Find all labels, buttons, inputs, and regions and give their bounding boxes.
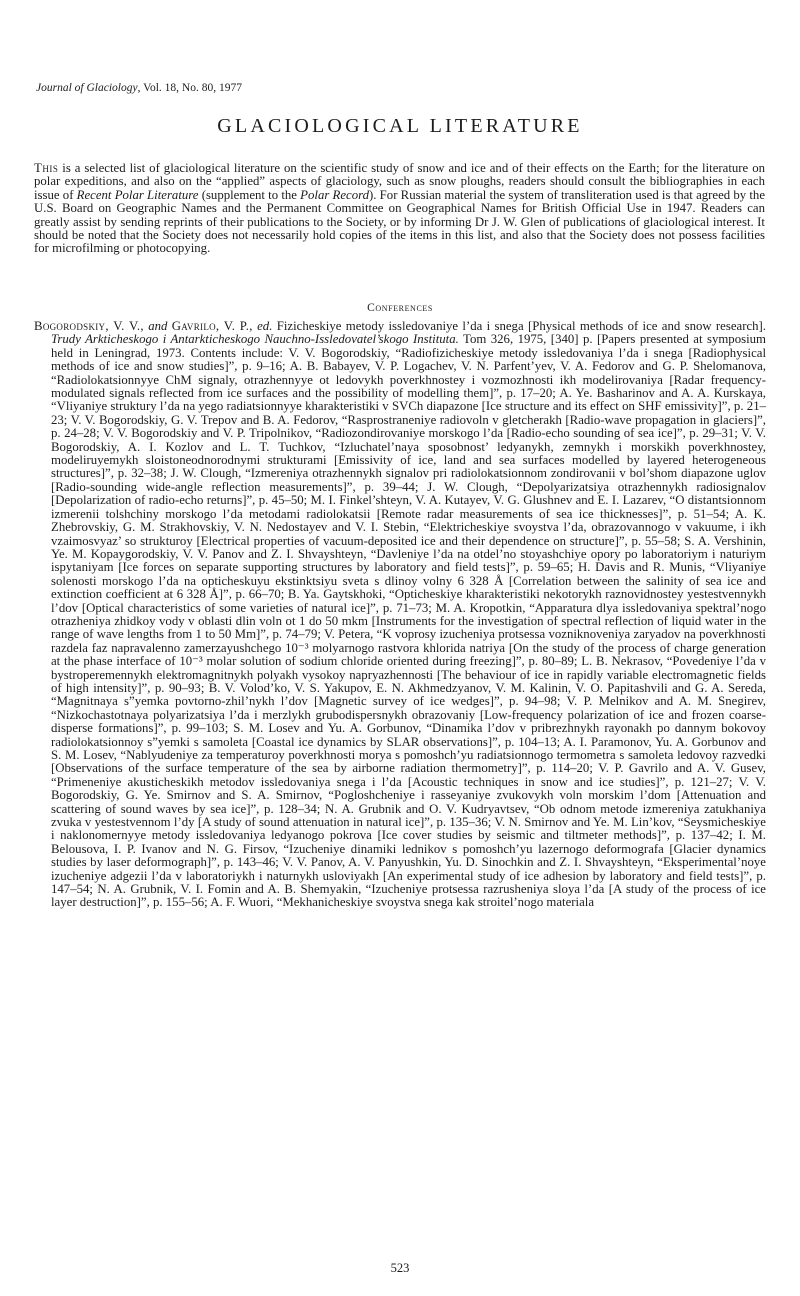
bibliography-entry	[34, 320, 766, 910]
intro-paragraph	[34, 162, 765, 256]
journal-citation	[36, 81, 242, 95]
entry-series-title: Trudy Arkticheskogo i Antarkticheskogo Nauchno-Issledovatel’skogo Instituta.	[51, 332, 459, 347]
intro-italic-polar-record: Polar Record	[300, 187, 370, 202]
page-title: GLACIOLOGICAL LITERATURE	[217, 115, 583, 137]
journal-name: Journal of Glaciology	[36, 82, 138, 94]
entry-author-1: Bogorodskiy, V. V.,	[34, 319, 144, 333]
entry-editor-mark: ed.	[252, 319, 273, 333]
entry-text-2: Tom 326, 1975, [340] p. [Papers presented at symposium held in Leningrad, 1973. Contents include: V. V. Bogorodskiy, “Radiofizicheskiye metody issledovaniya l’da i snega [Radiophysical methods of ice and snow studies]”, p. 9–16; A. B. Babayev, V. P. Logachev, V. N. Parfent’yev, V. A. Fedorov and G. P. Shelomanova, “Radiolokatsionnyye ChM signaly, otrazhennyye ot ledovykh poverkhnostey i vozmozhnosti ikh modelirovaniya [Radar frequency-modulated signals reflected from ice surfaces and the possibility of modelling them]”, p. 17–20; A. Ye. Basharinov and A. A. Kurskaya, “Vliyaniye struktury l’da na yego radiatsionnyye kharakteristiki v SVCh diapazone [Ice structure and its effect on SHF emissivity]”, p. 21–23; V. V. Bogorodskiy, G. V. Trepov and B. A. Fedorov, “Rasprostraneniye radiovoln v gletcherakh [Radio-wave propagation in glaciers]”, p. 24–28; V. V. Bogorodskiy and V. P. Tripolnikov, “Radiozondirovaniye morskogo l’da [Radio-echo sounding of sea ice]”, p. 29–31; V. V. Bogorodskiy, A. I. Kozlov and L. T. Tuchkov, “Izluchatel’naya sposobnost’ ledyanykh, zemnykh i morskikh poverkhnostey, modeliruyemykh sloistoneodnorodnymi strukturami [Emissivity of ice, land and sea surfaces modelled by layered heterogeneous structures]”, p. 32–38; J. W. Clough, “Izmereniya otrazhennykh signalov pri radiolokatsionnom zondirovanii v bol’shom diapazone uglov [Radio-sounding wide-angle reflection measurements]”, p. 39–44; J. W. Clough, “Depolyarizatsiya otrazhennykh radiosignalov [Depolarization of radio-echo returns]”, p. 45–50; M. I. Finkel’shteyn, V. A. Kutayev, V. G. Glushnev and E. I. Lazarev, “O distantsionnom izmerenii tolshchiny morskogo l’da metodami radiolokatsii [Remote radar measurements of sea ice thicknesses]”, p. 51–54; A. K. Zhebrovskiy, G. M. Strakhovskiy, V. N. Nedostayev and V. I. Stebin, “Elektricheskiye svoystva l’da, obrazovannogo v vakuume, i ikh vzaimosvyaz’ so strukturoy [Electrical properties of vacuum-deposited ice and their dependence on structure]”, p. 55–58; S. A. Vershinin, Ye. M. Kopaygorodskiy, V. V. Panov and Z. I. Shvayshteyn, “Davleniye l’da na otdel’no stoyashchiye opory po laboratoriym i naturiym ispytaniyam [Ice forces on separate supporting structures by laboratory and field tests]”, p. 59–65; H. Davis and R. Munis, “Vliyaniye solenosti morskogo l’da na opticheskuyu ekstinktsiyu sveta s dlinoy volny 6 328 Å [Correlation between the salinity of sea ice and extinction coefficient at 6 328 Å]”, p. 66–70; B. Ya. Gaytskhoki, “Opticheskiye kharakteristiki nekotorykh raznovidnostey yestestvennykh l’dov [Optical characteristics of some varieties of natural ice]”, p. 71–73; M. A. Kropotkin, “Apparatura dlya issledovaniya spektral’nogo otrazheniya zhidkoy vody v oblasti dlin voln ot 1 do 50 mkm [Instruments for the investigation of spectral reflection of liquid water in the range of wave lengths from 1 to 50 Mm]”, p. 74–79; V. Petera, “K voprosy izucheniya protsessa vozniknoveniya zaryadov na poverkhnosti razdela faz napravalenno zamerzayushchego 10⁻³ molyarnogo rastvora khlorida natriya [On the study of the process of charge generation at the phase interface of 10⁻³ molar solution of sodium chloride oriented during freezing]”, p. 80–89; L. B. Nekrasov, “Povedeniye l’da v bystroperemennykh elektromagnitnykh polyakh vysokoy napryazhennosti [The behaviour of ice in rapidly variable electromagnetic fields of high intensity]”, p. 90–93; B. V. Volod’ko, V. S. Yakupov, E. N. Akhmedzyanov, V. M. Kalinin, V. O. Papitashvili and G. A. Sereda, “Magnitnaya s”yemka povtorno-zhil’nykh l’dov [Magnetic survey of ice wedges]”, p. 94–98; V. P. Melnikov and A. M. Snegirev, “Nizkochastotnaya polyarizatsiya l’da i merzlykh grubodispersnykh obrazovaniy [Low-frequency polarization of ice and frozen coarse-disperse formations]”, p. 99–103; S. M. Losev and Yu. A. Gorbunov, “Dinamika l’dov v pribrezhnykh rayonakh po dannym bokovoy radiolokatsionnoy s”yemki s samoleta [Coastal ice dynamics by SLAR observations]”, p. 104–13; A. I. Paramonov, Yu. A. Gorbunov and S. M. Losev, “Nablyudeniye za temperaturoy poverkhnosti morya s pomoshch’yu radiatsionnogo termometra s samoleta ledovoy razvedki [Observations of the surface temperature of the sea by airborne radiation thermometry]”, p. 114–20; V. P. Gavrilo and A. V. Gusev, “Primeneniye akusticheskikh metodov issledovaniya snega i l’da [Acoustic techniques in snow and ice studies]”, p. 121–27; V. V. Bogorodskiy, G. Ye. Smirnov and S. A. Smirnov, “Pogloshcheniye i rasseyaniye zvukovykh voln morskim l’dom [Attenuation and scattering of sound waves by sea ice]”, p. 128–34; N. A. Grubnik and O. V. Kudryavtsev, “Ob odnom metode izmereniya zatukhaniya zvuka v yestestvennom l’dy [A study of sound attenuation in natural ice]”, p. 135–36; V. N. Smirnov and Ye. M. Lin’kov, “Seysmicheskiye i naklonomernyye metody issledovaniya ledyanogo pokrova [Ice cover studies by seismic and tiltmeter methods]”, p. 137–42; I. M. Belousova, I. P. Ivanov and N. G. Firsov, “Izucheniye dinamiki lednikov s pomoshch’yu lazernogo deformografa [Glacier dynamics studies by laser deformograph]”, p. 143–46; V. V. Panov, A. V. Panyushkin, Yu. D. Sinochkin and Z. I. Shvayshteyn, “Eksperimental’noye izucheniye adgezii l’da v laboratoriykh i naturnykh usloviyakh [An experimental study of ice adhesion by laboratory and field tests]”, p. 147–54; N. A. Grubnik, V. I. Fomin and A. B. Shemyakin, “Izucheniye protsessa razrusheniya sloya l’da [A study of the process of ice layer destruction]”, p. 155–56; A. F. Wuori, “Mekhanicheskiye svoystva snega kak stroitel’nogo materiala	[51, 332, 766, 910]
intro-lead-word: This	[34, 161, 59, 175]
entry-text-1: Fizicheskiye metody issledovaniye l’da i snega [Physical methods of ice and snow research].	[272, 319, 767, 333]
intro-text-1: is a selected list of glaciological literature on the scientific study of snow and ice and of their effects on the Earth; for the literature on polar expeditions, and also on the “applied” aspects of glaciology, such as snow ploughs, readers should consult the bibliographies in each issue of	[34, 161, 765, 202]
entry-author-2: Gavrilo, V. P.,	[171, 319, 253, 333]
intro-text-2: (supplement to the	[198, 187, 301, 202]
page-number: 523	[390, 1261, 410, 1275]
journal-volume-issue: , Vol. 18, No. 80, 1977	[137, 82, 242, 94]
section-heading-conferences: Conferences	[367, 302, 433, 314]
entry-and-word: and	[143, 319, 172, 333]
intro-italic-recent-polar-literature: Recent Polar Literature	[76, 187, 199, 202]
intro-text-3: ). For Russian material the system of transliteration used is that agreed by the U.S. Board on Geographic Names and the Permanent Committee on Geographical Names for British Official Use in 1947. Readers can greatly assist by sending reprints of their publications to the Society, or by informing Dr J. W. Glen of publications of glaciological interest. It should be noted that the Society does not necessarily hold copies of the items in this list, and also that the Society does not possess facilities for microfilming or photocopying.	[34, 187, 766, 256]
